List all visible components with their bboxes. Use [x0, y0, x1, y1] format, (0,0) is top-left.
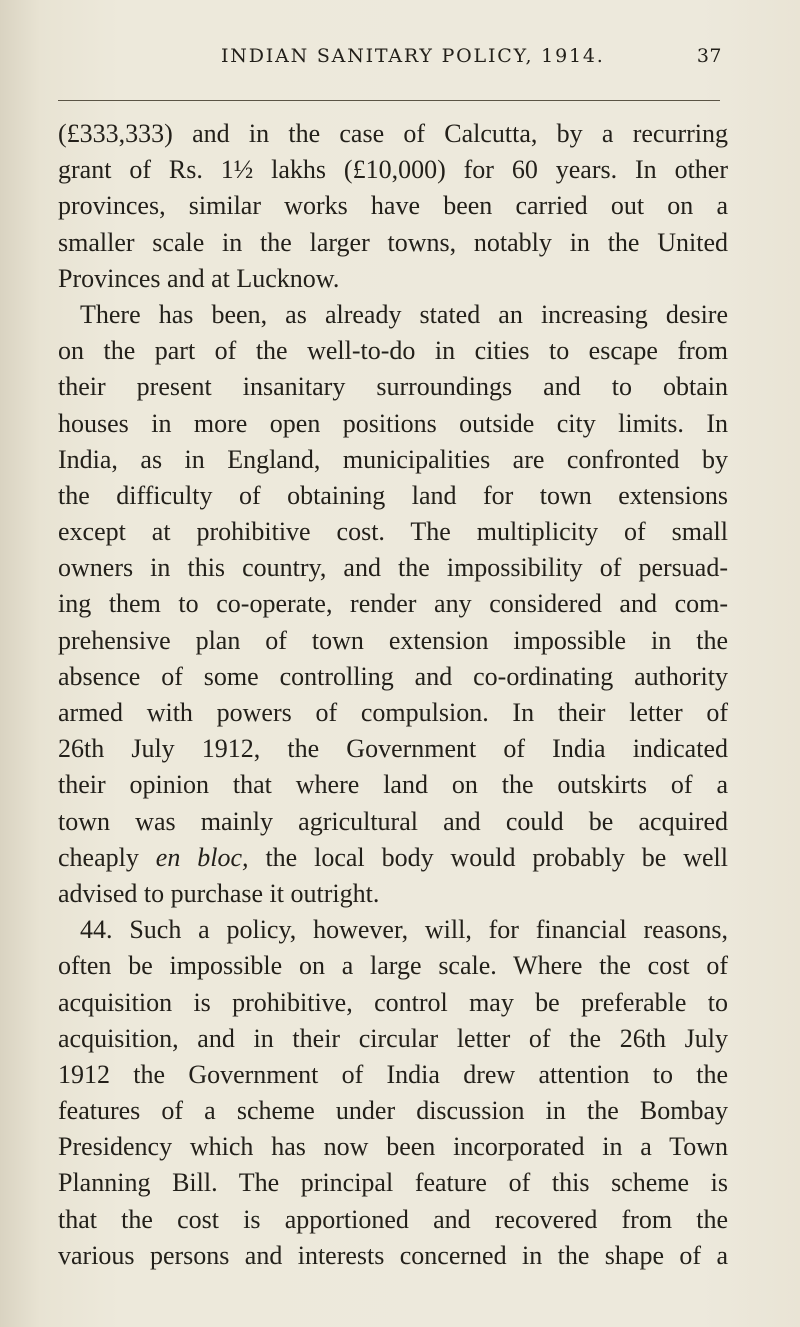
text-line: (£333,333) and in the case of Calcutta, by a recurring [58, 119, 728, 148]
text-line: India, as in England, municipalities are confronted by [58, 444, 728, 474]
text-segment: the local body would probably be well [248, 842, 728, 872]
text-line: on the part of the well-to-do in cities to escape from [58, 336, 728, 366]
text-line: except at prohibitive cost. The multiplicity of small [58, 517, 728, 547]
italic-phrase: en bloc, [155, 842, 249, 872]
text-line: their opinion that where land on the outskirts of a [58, 770, 728, 800]
text-line: features of a scheme under discussion in the Bombay [58, 1096, 728, 1126]
text-line: Provinces and at Lucknow. [58, 263, 340, 293]
running-title: INDIAN SANITARY POLICY, 1914. [221, 45, 605, 67]
text-line-with-italic [58, 840, 728, 876]
text-line: smaller scale in the larger towns, notably in the United [58, 227, 728, 257]
text-line: various persons and interests concerned in the shape of a [58, 1240, 728, 1270]
header-rule [58, 100, 720, 101]
text-line: that the cost is apportioned and recovered from the [58, 1204, 728, 1234]
text-line: their present insanitary surroundings and to obtain [58, 372, 728, 402]
page-header [221, 45, 721, 75]
text-line: prehensive plan of town extension impossible in the [58, 625, 728, 655]
page-number: 37 [696, 45, 722, 67]
text-line: Planning Bill. The principal feature of this scheme is [58, 1168, 728, 1198]
text-line: armed with powers of compulsion. In their letter of [58, 698, 728, 727]
text-line: advised to purchase it outright. [58, 878, 380, 908]
text-line: often be impossible on a large scale. Where the cost of [58, 951, 728, 981]
text-line: absence of some controlling and co-ordinating authority [58, 661, 728, 691]
body-text [58, 116, 728, 1274]
text-line: owners in this country, and the impossibility of persuad- [58, 553, 728, 583]
text-line: 26th July 1912, the Government of India indicated [58, 734, 728, 764]
text-line: Presidency which has now been incorporated in a Town [58, 1132, 728, 1162]
paragraph-start-line: 44. Such a policy, however, will, for financial reasons, [80, 915, 728, 945]
text-line: grant of Rs. 1½ lakhs (£10,000) for 60 years. In other [58, 155, 728, 185]
text-segment: cheaply [58, 842, 156, 872]
text-line: acquisition is prohibitive, control may be preferable to [58, 987, 728, 1017]
paragraph-start-line: There has been, as already stated an increasing desire [80, 299, 728, 329]
text-line: ing them to co-operate, render any considered and com- [58, 589, 728, 619]
text-line: houses in more open positions outside city limits. In [58, 408, 728, 438]
text-line: the difficulty of obtaining land for town extensions [58, 480, 728, 510]
text-line: town was mainly agricultural and could be acquired [58, 806, 728, 836]
text-line: provinces, similar works have been carried out on a [58, 191, 728, 221]
text-line: acquisition, and in their circular letter of the 26th July [58, 1023, 728, 1053]
text-line: 1912 the Government of India drew attention to the [58, 1059, 728, 1089]
